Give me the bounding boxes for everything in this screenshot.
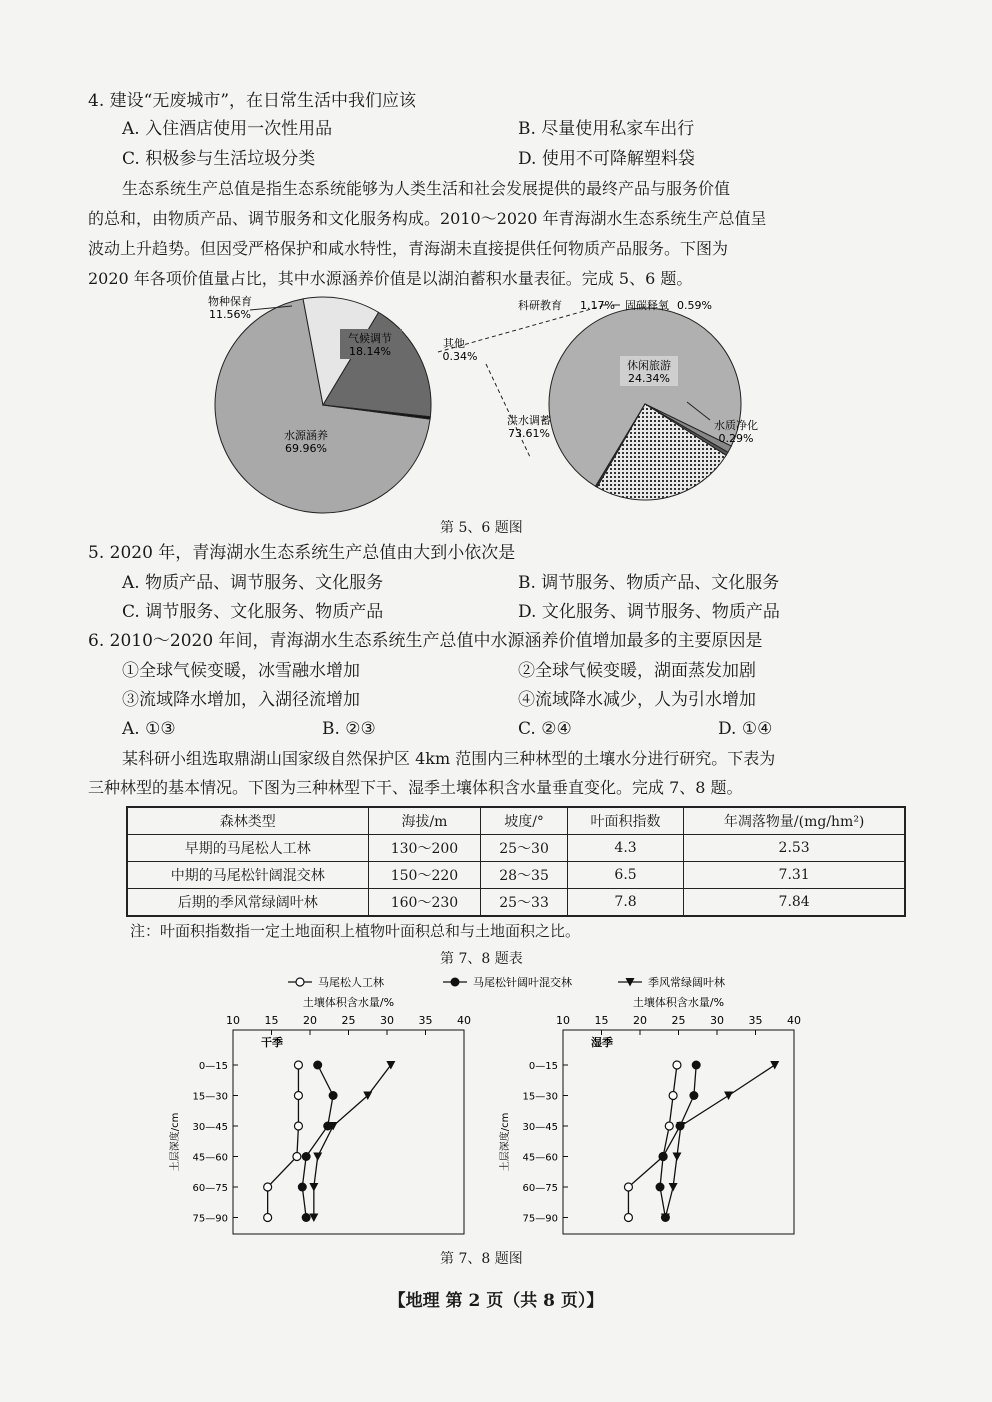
series-line-0-1 xyxy=(302,1065,333,1218)
legend-label-0: 马尾松人工林 xyxy=(318,976,384,989)
value-purify: 0.29% xyxy=(718,432,754,445)
value-tourism: 24.34% xyxy=(628,372,670,385)
data-point-0-0-5 xyxy=(264,1214,272,1222)
pie-figure-caption: 第 5、6 题图 xyxy=(440,520,523,536)
q6-item-3: ③流域降水增加，入湖径流增加 xyxy=(122,690,360,710)
table-note: 注：叶面积指数指一定土地面积上植物叶面积总和与土地面积之比。 xyxy=(130,922,581,940)
x-tick-label-0-0: 10 xyxy=(226,1014,240,1027)
x-tick-label-1-4: 30 xyxy=(710,1014,724,1027)
label-flood: 洪水调蓄 xyxy=(507,414,551,427)
y-tick-label-1-2: 30—45 xyxy=(522,1122,558,1133)
chart-xlabel-1: 土壤体积含水量/% xyxy=(632,996,725,1009)
data-point-1-1-0 xyxy=(692,1061,701,1070)
q4-stem: 4. 建设“无废城市”，在日常生活中我们应该 xyxy=(88,91,417,111)
data-point-0-1-5 xyxy=(302,1213,311,1222)
x-tick-label-1-1: 15 xyxy=(594,1014,609,1027)
series-line-0-0 xyxy=(268,1065,299,1218)
q4-option-a: A. 入住酒店使用一次性用品 xyxy=(122,119,333,139)
chart-title-0: 干季 xyxy=(261,1036,283,1049)
data-point-1-1-3 xyxy=(659,1152,668,1161)
data-point-0-2-5 xyxy=(309,1214,318,1223)
q6-item-1: ①全球气候变暖，冰雪融水增加 xyxy=(122,661,360,681)
table-cell: 130～200 xyxy=(368,835,481,862)
table-header-cell: 年凋落物量/(mg/hm²) xyxy=(684,807,905,835)
label-tourism: 休闲旅游 xyxy=(627,359,671,372)
chart-xlabel-0: 土壤体积含水量/% xyxy=(302,996,395,1009)
data-point-1-2-4 xyxy=(669,1183,678,1192)
y-tick-label-0-5: 75—90 xyxy=(192,1213,228,1225)
legend-marker-0 xyxy=(296,978,304,986)
page-footer: 【地理 第 2 页（共 8 页）】 xyxy=(388,1291,604,1311)
q5-option-b: B. 调节服务、物质产品、文化服务 xyxy=(518,573,780,593)
data-point-0-1-3 xyxy=(302,1152,311,1161)
legend-label-1: 马尾松针阔叶混交林 xyxy=(473,976,572,989)
y-tick-label-0-4: 60—75 xyxy=(192,1183,228,1194)
label-climate: 气候调节 xyxy=(348,332,392,345)
soil-moisture-charts xyxy=(160,968,840,1240)
value-flood: 73.61% xyxy=(508,427,550,440)
table-cell: 中期的马尾松针阔混交林 xyxy=(127,862,368,889)
q6-option-b: B. ②③ xyxy=(322,719,376,739)
table-header-cell: 海拔/m xyxy=(368,807,481,835)
y-tick-label-0-3: 45—60 xyxy=(192,1152,228,1164)
table-row xyxy=(127,889,905,917)
legend-marker-1 xyxy=(451,978,460,987)
x-tick-label-0-5: 35 xyxy=(418,1014,433,1027)
y-tick-label-1-1: 15—30 xyxy=(522,1091,558,1103)
q4-option-d: D. 使用不可降解塑料袋 xyxy=(518,149,695,169)
passage1-line3: 波动上升趋势。但因受严格保护和咸水特性，青海湖未直接提供任何物质产品服务。下图为 xyxy=(88,239,729,258)
chart-title-1: 湿季 xyxy=(591,1036,613,1049)
data-point-0-1-0 xyxy=(313,1061,322,1070)
table-cell: 4.3 xyxy=(567,835,683,862)
series-line-1-1 xyxy=(660,1065,696,1218)
q6-option-a: A. ①③ xyxy=(122,719,176,739)
data-point-1-0-0 xyxy=(673,1061,681,1069)
series-line-1-2 xyxy=(665,1065,774,1218)
data-point-0-0-3 xyxy=(293,1153,301,1161)
table-cell: 6.5 xyxy=(567,862,683,889)
data-point-0-1-4 xyxy=(298,1183,307,1192)
table-cell: 28～35 xyxy=(481,862,567,889)
table-cell: 7.84 xyxy=(684,889,905,917)
data-point-0-1-1 xyxy=(329,1091,338,1100)
data-point-1-1-1 xyxy=(689,1091,698,1100)
q6-item-4: ④流域降水减少，人为引水增加 xyxy=(518,690,756,710)
series-line-1-0 xyxy=(628,1065,677,1218)
table-caption: 第 7、8 题表 xyxy=(440,951,523,967)
data-point-0-2-4 xyxy=(309,1183,318,1192)
data-point-1-0-2 xyxy=(665,1122,673,1130)
table-header-cell: 坡度/° xyxy=(481,807,567,835)
label-research: 科研教育 xyxy=(518,299,562,312)
x-tick-label-1-6: 40 xyxy=(787,1014,801,1027)
passage1-line4: 2020 年各项价值量占比，其中水源涵养价值是以湖泊蓄积水量表征。完成 5、6 题。 xyxy=(88,269,693,288)
y-tick-label-1-4: 60—75 xyxy=(522,1183,558,1194)
x-tick-label-1-5: 35 xyxy=(748,1014,763,1027)
x-tick-label-0-6: 40 xyxy=(457,1014,471,1027)
table-cell: 2.53 xyxy=(684,835,905,862)
y-tick-label-0-1: 15—30 xyxy=(192,1091,228,1103)
table-row xyxy=(127,835,905,862)
value-research: 1.17% xyxy=(580,299,615,312)
line-figure-caption: 第 7、8 题图 xyxy=(440,1251,523,1267)
q6-item-2: ②全球气候变暖，湖面蒸发加剧 xyxy=(518,661,756,681)
data-point-1-0-4 xyxy=(624,1183,632,1191)
q6-option-d: D. ①④ xyxy=(718,719,773,739)
value-other: 0.34% xyxy=(442,350,478,363)
q4-option-c: C. 积极参与生活垃圾分类 xyxy=(122,149,316,169)
data-point-0-0-4 xyxy=(264,1183,272,1191)
q6-stem: 6. 2010～2020 年间，青海湖水生态系统生产总值中水源涵养价值增加最多的主要原因是 xyxy=(88,631,763,651)
table-cell: 7.31 xyxy=(684,862,905,889)
x-tick-label-1-2: 20 xyxy=(633,1014,647,1027)
label-water: 水源涵养 xyxy=(284,429,328,442)
passage2-line1: 某科研小组选取鼎湖山国家级自然保护区 4km 范围内三种林型的土壤水分进行研究。下表为 xyxy=(122,749,776,768)
passage1-line2: 的总和，由物质产品、调节服务和文化服务构成。2010～2020 年青海湖水生态系统生产总值呈 xyxy=(88,209,767,228)
data-point-1-2-0 xyxy=(770,1061,779,1070)
data-point-1-2-3 xyxy=(672,1153,681,1162)
data-point-0-2-3 xyxy=(313,1153,322,1162)
table-cell: 后期的季风常绿阔叶林 xyxy=(127,889,368,917)
value-water: 69.96% xyxy=(285,442,327,455)
data-point-1-0-1 xyxy=(669,1092,677,1100)
table-cell: 7.8 xyxy=(567,889,683,917)
data-point-1-2-1 xyxy=(724,1092,733,1101)
x-tick-label-0-1: 15 xyxy=(264,1014,279,1027)
q5-option-d: D. 文化服务、调节服务、物质产品 xyxy=(518,602,780,622)
x-tick-label-1-0: 10 xyxy=(556,1014,570,1027)
pie-figure xyxy=(190,292,758,517)
table-cell: 25～30 xyxy=(481,835,567,862)
value-climate: 18.14% xyxy=(349,345,391,358)
y-tick-label-1-0: 0—15 xyxy=(528,1061,558,1072)
pie-connector-bottom xyxy=(486,364,530,457)
y-tick-label-1-3: 45—60 xyxy=(522,1152,558,1164)
table-row xyxy=(127,862,905,889)
table-cell: 早期的马尾松人工林 xyxy=(127,835,368,862)
table-header-cell: 叶面积指数 xyxy=(567,807,683,835)
chart-ylabel-1: 土层深度/cm xyxy=(500,1112,511,1172)
forest-table xyxy=(126,806,906,917)
q5-option-c: C. 调节服务、文化服务、物质产品 xyxy=(122,602,384,622)
label-species: 物种保育 xyxy=(208,295,252,308)
q6-option-c: C. ②④ xyxy=(518,719,572,739)
q4-option-b: B. 尽量使用私家车出行 xyxy=(518,119,695,139)
x-tick-label-0-4: 30 xyxy=(380,1014,394,1027)
data-point-0-0-2 xyxy=(294,1122,302,1130)
y-tick-label-0-2: 30—45 xyxy=(192,1122,228,1133)
value-carbon: 0.59% xyxy=(677,299,712,312)
passage2-line2: 三种林型的基本情况。下图为三种林型下干、湿季土壤体积含水量垂直变化。完成 7、8 题。 xyxy=(88,778,743,797)
data-point-1-1-4 xyxy=(656,1183,665,1192)
table-cell: 25～33 xyxy=(481,889,567,917)
data-point-0-0-0 xyxy=(294,1061,302,1069)
legend-label-2: 季风常绿阔叶林 xyxy=(648,976,725,989)
table-header-cell: 森林类型 xyxy=(127,807,368,835)
table-header-row xyxy=(127,807,905,835)
y-tick-label-0-0: 0—15 xyxy=(198,1061,228,1072)
label-purify: 水质净化 xyxy=(714,419,758,432)
chart-ylabel-0: 土层深度/cm xyxy=(170,1112,181,1172)
series-line-0-2 xyxy=(314,1065,391,1218)
table-cell: 150～220 xyxy=(368,862,481,889)
q5-stem: 5. 2020 年，青海湖水生态系统生产总值由大到小依次是 xyxy=(88,543,516,563)
data-point-1-0-5 xyxy=(624,1214,632,1222)
passage1-line1: 生态系统生产总值是指生态系统能够为人类生活和社会发展提供的最终产品与服务价值 xyxy=(122,179,731,198)
y-tick-label-1-5: 75—90 xyxy=(522,1213,558,1225)
x-tick-label-0-2: 20 xyxy=(303,1014,317,1027)
chart-frame-1 xyxy=(563,1030,794,1234)
x-tick-label-0-3: 25 xyxy=(341,1014,356,1027)
value-species: 11.56% xyxy=(209,308,251,321)
x-tick-label-1-3: 25 xyxy=(671,1014,686,1027)
q5-option-a: A. 物质产品、调节服务、文化服务 xyxy=(122,573,384,593)
label-carbon: 固碳释氧 xyxy=(625,299,669,312)
data-point-0-0-1 xyxy=(294,1092,302,1100)
table-cell: 160～230 xyxy=(368,889,481,917)
label-other: 其他 xyxy=(443,337,465,350)
